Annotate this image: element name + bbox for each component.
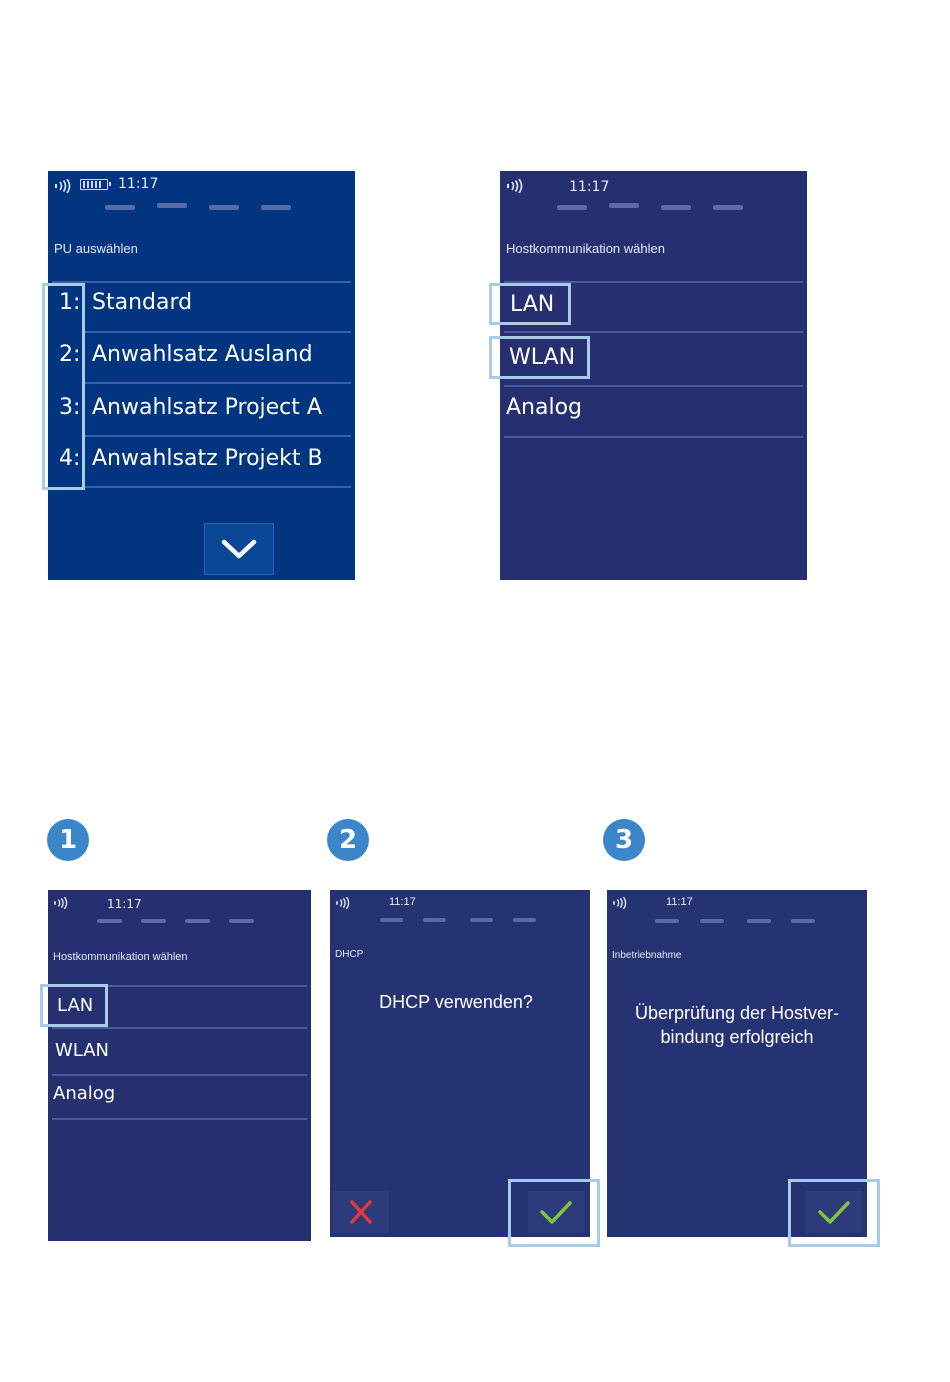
screen-title: PU auswählen [54, 241, 138, 256]
divider [52, 1074, 307, 1076]
contactless-icon [613, 897, 627, 909]
divider [84, 486, 351, 488]
step-3-badge: 3 [603, 819, 645, 861]
confirm-highlight [508, 1179, 600, 1247]
screen-title: DHCP [335, 949, 364, 960]
page-indicator [557, 205, 743, 210]
battery-icon [80, 179, 108, 190]
lan-highlight [489, 283, 571, 325]
item-index: 3: [59, 395, 81, 420]
list-item-wlan[interactable]: WLAN [509, 345, 576, 370]
screen-title: Hostkommunikation wählen [53, 951, 188, 963]
divider [504, 436, 803, 438]
contactless-icon [507, 179, 523, 193]
clock: 11:17 [389, 896, 416, 908]
cross-icon [333, 1191, 389, 1233]
item-index: 2: [59, 342, 81, 367]
item-label: Anwahlsatz Projekt B [92, 446, 323, 471]
page-indicator [97, 919, 254, 923]
status-bar [607, 890, 867, 920]
host-select-screen-step1 [48, 890, 311, 1241]
item-label: Anwahlsatz Project A [92, 395, 322, 420]
index-highlight [42, 283, 85, 490]
status-bar [330, 890, 590, 920]
contactless-icon [336, 897, 350, 909]
pu-select-screen [48, 171, 355, 580]
divider [52, 1118, 307, 1120]
list-item-lan[interactable]: LAN [510, 292, 555, 317]
dhcp-question: DHCP verwenden? [379, 992, 533, 1012]
divider [504, 331, 803, 333]
item-label: Anwahlsatz Ausland [92, 342, 313, 367]
contactless-icon [54, 897, 68, 909]
divider [52, 1027, 307, 1029]
lan-highlight [40, 984, 108, 1027]
step-2-badge: 2 [327, 819, 369, 861]
item-index: 1: [59, 290, 81, 315]
status-message-line2: bindung erfolgreich [660, 1027, 814, 1047]
confirm-highlight [788, 1179, 880, 1247]
item-index: 4: [59, 446, 81, 471]
page-indicator [655, 919, 815, 923]
screen-title: Inbetriebnahme [612, 950, 682, 961]
item-label: Standard [92, 290, 193, 315]
clock: 11:17 [118, 176, 159, 192]
status-bar [500, 171, 807, 201]
step-1-badge: 1 [47, 819, 89, 861]
list-item-analog[interactable]: Analog [53, 1083, 116, 1104]
divider [84, 331, 351, 333]
scroll-down-button[interactable] [204, 523, 274, 575]
cancel-button[interactable] [333, 1191, 389, 1233]
divider [84, 435, 351, 437]
status-bar [48, 171, 355, 201]
status-message-line1: Überprüfung der Hostver- [634, 1003, 840, 1023]
divider [52, 281, 351, 283]
status-bar [48, 890, 311, 920]
chevron-down-icon [205, 524, 273, 574]
page-indicator [380, 918, 536, 922]
divider [504, 385, 803, 387]
list-item-wlan[interactable]: WLAN [55, 1040, 110, 1061]
wlan-highlight [489, 336, 590, 379]
clock: 11:17 [107, 897, 142, 911]
screen-title: Hostkommunikation wählen [506, 241, 665, 256]
list-item-lan[interactable]: LAN [57, 995, 94, 1016]
divider [84, 382, 351, 384]
clock: 11:17 [666, 896, 693, 908]
clock: 11:17 [569, 179, 610, 195]
contactless-icon [55, 179, 71, 193]
list-item-analog[interactable]: Analog [506, 395, 583, 420]
page-indicator [105, 205, 291, 210]
